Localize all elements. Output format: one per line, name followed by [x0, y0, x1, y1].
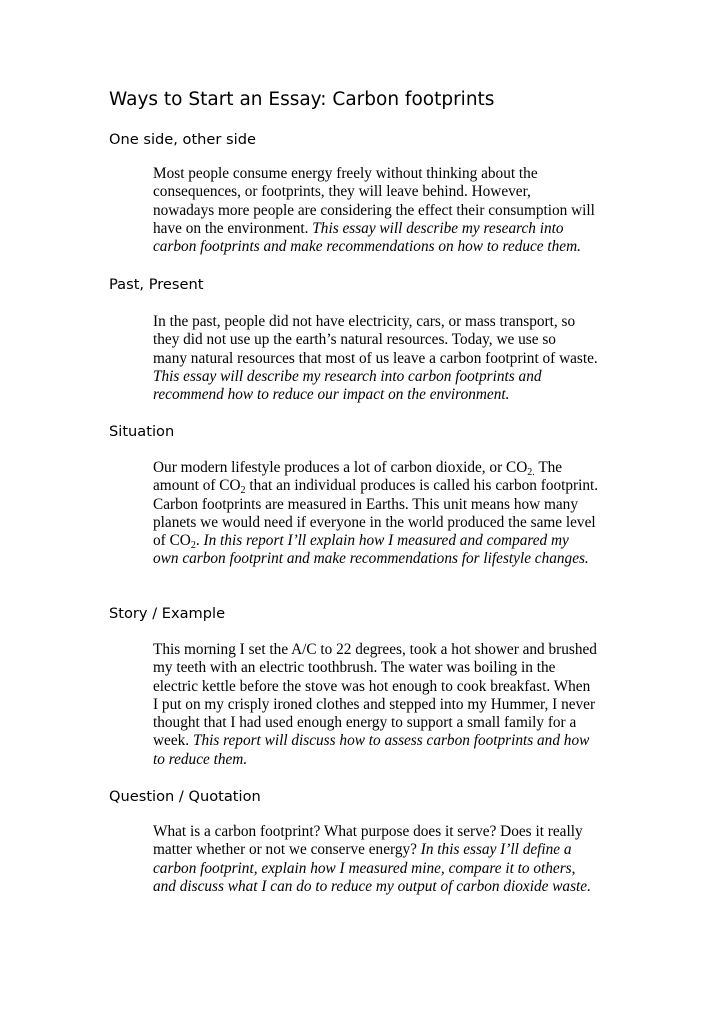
paragraph-line	[153, 841, 623, 859]
body-text: of CO	[153, 532, 191, 550]
body-text: I put on my crisply ironed clothes and stepped into my Hummer, I never	[153, 695, 596, 713]
body-text: week.	[153, 732, 193, 750]
paragraph-line	[153, 477, 623, 495]
body-text: they did not use up the earth’s natural resources. Today, we use so	[153, 331, 556, 349]
body-text: matter whether or not we conserve energy?	[153, 841, 421, 859]
paragraph-line	[153, 313, 623, 331]
italic-text: This report will discuss how to assess carbon footprints and how	[192, 732, 590, 750]
paragraph-line	[153, 331, 623, 349]
subscript-text: 2	[240, 485, 246, 497]
paragraph-line	[153, 550, 623, 568]
section-paragraph-situation	[153, 459, 623, 569]
paragraph-line	[153, 202, 623, 220]
italic-text: to reduce them.	[153, 750, 248, 768]
body-text: that an individual produces is called his carbon footprint.	[245, 477, 599, 495]
paragraph-line	[153, 823, 623, 841]
paragraph-line	[153, 732, 623, 750]
body-text: Most people consume energy freely without thinking about the	[153, 165, 538, 182]
paragraph-line	[153, 659, 623, 677]
paragraph-line	[153, 165, 623, 183]
italic-text: and discuss what I can do to reduce my output of carbon dioxide waste.	[153, 877, 591, 895]
section-heading-question-quotation: Question / Quotation	[109, 788, 261, 805]
section-paragraph-story-example	[153, 641, 623, 769]
italic-text: carbon footprints and make recommendations on how to reduce them.	[153, 238, 581, 256]
body-text: In the past, people did not have electricity, cars, or mass transport, so	[153, 313, 576, 330]
section-paragraph-question-quotation	[153, 823, 623, 896]
body-text: .	[195, 532, 204, 550]
section-heading-past-present: Past, Present	[109, 276, 204, 293]
section-paragraph-one-side-other-side	[153, 165, 623, 256]
italic-text: This essay will describe my research into carbon footprints and	[153, 367, 542, 385]
body-text: amount of CO	[153, 477, 241, 495]
italic-text: In this report I’ll explain how I measured and compared my	[203, 532, 569, 550]
paragraph-line	[153, 368, 623, 386]
paragraph-line	[153, 678, 623, 696]
paragraph-line	[153, 860, 623, 878]
paragraph-line	[153, 350, 623, 368]
paragraph-line	[153, 751, 623, 769]
body-text: thought that I had used enough energy to support a small family for a	[153, 714, 577, 732]
paragraph-line	[153, 878, 623, 896]
paragraph-line	[153, 220, 623, 238]
paragraph-line	[153, 696, 623, 714]
body-text: Our modern lifestyle produces a lot of carbon dioxide, or CO	[153, 459, 528, 476]
section-heading-one-side-other-side: One side, other side	[109, 131, 256, 148]
paragraph-line	[153, 386, 623, 404]
paragraph-line	[153, 532, 623, 550]
body-text: electric kettle before the stove was hot enough to cook breakfast. When	[153, 677, 591, 695]
subscript-text: 2.	[527, 467, 535, 478]
body-text: The	[534, 459, 563, 476]
body-text: planets we would need if everyone in the world produced the same level	[153, 513, 596, 531]
italic-text: carbon footprint, explain how I measured mine, compare it to others,	[153, 859, 576, 877]
italic-text: recommend how to reduce our impact on the environment.	[153, 386, 510, 404]
italic-text: own carbon footprint and make recommendations for lifestyle changes.	[153, 550, 589, 568]
paragraph-line	[153, 714, 623, 732]
paragraph-line	[153, 496, 623, 514]
body-text: many natural resources that most of us leave a carbon footprint of waste.	[153, 349, 598, 367]
body-text: nowadays more people are considering the effect their consumption will	[153, 201, 595, 219]
paragraph-line	[153, 183, 623, 201]
italic-text: In this essay I’ll define a	[420, 841, 572, 859]
paragraph-line	[153, 641, 623, 659]
body-text: This morning I set the A/C to 22 degrees, took a hot shower and brushed	[153, 641, 597, 658]
paragraph-line	[153, 514, 623, 532]
italic-text: This essay will describe my research into	[312, 219, 564, 237]
subscript-text: 2	[190, 540, 196, 552]
body-text: Carbon footprints are measured in Earths. This unit means how many	[153, 495, 578, 513]
section-heading-story-example: Story / Example	[109, 605, 226, 622]
body-text: consequences, or footprints, they will leave behind. However,	[153, 183, 531, 201]
section-paragraph-past-present	[153, 313, 623, 404]
body-text: my teeth with an electric toothbrush. The water was boiling in the	[153, 659, 556, 677]
body-text: What is a carbon footprint? What purpose does it serve? Does it really	[153, 823, 583, 840]
paragraph-line	[153, 459, 623, 477]
document-title: Ways to Start an Essay: Carbon footprints	[109, 89, 495, 110]
paragraph-line	[153, 238, 623, 256]
section-heading-situation: Situation	[109, 423, 175, 440]
body-text: have on the environment.	[153, 219, 313, 237]
